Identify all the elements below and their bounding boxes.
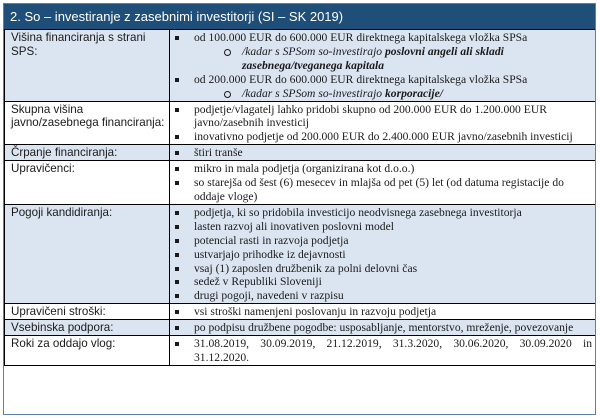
row-label: Roki za oddajo vlog: xyxy=(5,336,170,366)
sub-item-text: /kadar s SPSom so-investirajo xyxy=(242,44,385,58)
row-label: Skupna višina javno/zasebnega financiranja: xyxy=(5,101,170,145)
list-item: lasten razvoj ali inovativen poslovni model xyxy=(170,220,592,234)
row-roki xyxy=(5,336,596,366)
program-info-table xyxy=(4,29,596,366)
sub-list-item xyxy=(194,45,592,73)
sub-item-bold-text: korporacije/ xyxy=(384,86,443,100)
document-table-container xyxy=(3,3,596,415)
bullet-list xyxy=(170,31,592,101)
list-item: potencial rasti in razvoja podjetja xyxy=(170,234,592,248)
bullet-list xyxy=(170,146,592,160)
bullet-list xyxy=(170,103,592,145)
row-content xyxy=(170,204,596,303)
list-item: vsi stroški namenjeni poslovanju in razvoju podjetja xyxy=(170,305,592,319)
bullet-list xyxy=(170,305,592,319)
row-skupna-visina xyxy=(5,101,596,145)
list-item xyxy=(170,31,592,73)
list-item: drugi pogoji, navedeni v razpisu xyxy=(170,289,592,303)
row-label: Pogoji kandidiranja: xyxy=(5,204,170,303)
sub-item-text: /kadar s SPSom so-investirajo xyxy=(242,86,385,100)
sub-item-bold-text: poslovni angeli ali skladi zasebnega/tveganega kapitala xyxy=(242,44,504,72)
list-item: po podpisu družbene pogodbe: usposabljanje, mentorstvo, mreženje, povezovanje xyxy=(170,321,592,335)
list-item: podjetja, ki so pridobila investicijo neodvisnega zasebnega investitorja xyxy=(170,206,592,220)
list-item xyxy=(170,73,592,101)
list-item: mikro in mala podjetja (organizirana kot d.o.o.) xyxy=(170,162,592,176)
row-upraviceni-stroski xyxy=(5,304,596,320)
row-visina-financiranja xyxy=(5,30,596,102)
list-item-text: od 100.000 EUR do 600.000 EUR direktnega kapitalskega vložka SPSa xyxy=(194,31,528,44)
bullet-list xyxy=(170,337,592,365)
row-vsebinska-podpora xyxy=(5,320,596,336)
row-content xyxy=(170,320,596,336)
row-content xyxy=(170,145,596,161)
sub-list xyxy=(194,87,592,101)
list-item: 31.08.2019, 30.09.2019, 21.12.2019, 31.3.2020, 30.06.2020, 30.09.2020 in 31.12.2020. xyxy=(170,337,592,365)
row-label: Upravičenci: xyxy=(5,161,170,205)
row-label: Upravičeni stroški: xyxy=(5,304,170,320)
row-content xyxy=(170,161,596,205)
list-item: inovativno podjetje od 200.000 EUR do 2.400.000 EUR javno/zasebnih investicij xyxy=(170,130,592,144)
bullet-list xyxy=(170,206,592,303)
row-content xyxy=(170,336,596,366)
sub-list xyxy=(194,45,592,73)
row-content xyxy=(170,304,596,320)
row-content xyxy=(170,30,596,102)
bullet-list xyxy=(170,321,592,335)
list-item: ustvarjajo prihodke iz dejavnosti xyxy=(170,248,592,262)
row-pogoji xyxy=(5,204,596,303)
bullet-list xyxy=(170,162,592,204)
row-crpanje xyxy=(5,145,596,161)
sub-list-item xyxy=(194,87,592,101)
row-content xyxy=(170,101,596,145)
list-item: podjetje/vlagatelj lahko pridobi skupno od 200.000 EUR do 1.200.000 EUR javno/zasebnih investicij xyxy=(170,103,592,131)
list-item: so starejša od šest (6) mesecev in mlajša od pet (5) let (od datuma registacije do oddaje vloge) xyxy=(170,176,592,204)
row-upravicenci xyxy=(5,161,596,205)
table-title: 2. So – investiranje z zasebnimi investitorji (SI – SK 2019) xyxy=(4,4,595,29)
list-item: štiri tranše xyxy=(170,146,592,160)
list-item: vsaj (1) zaposlen družbenik za polni delovni čas xyxy=(170,262,592,276)
list-item: sedež v Republiki Sloveniji xyxy=(170,275,592,289)
row-label: Vsebinska podpora: xyxy=(5,320,170,336)
row-label: Črpanje financiranja: xyxy=(5,145,170,161)
row-label: Višina financiranja s strani SPS: xyxy=(5,30,170,102)
list-item-text: od 200.000 EUR do 600.000 EUR direktnega kapitalskega vložka SPSa xyxy=(194,72,528,86)
